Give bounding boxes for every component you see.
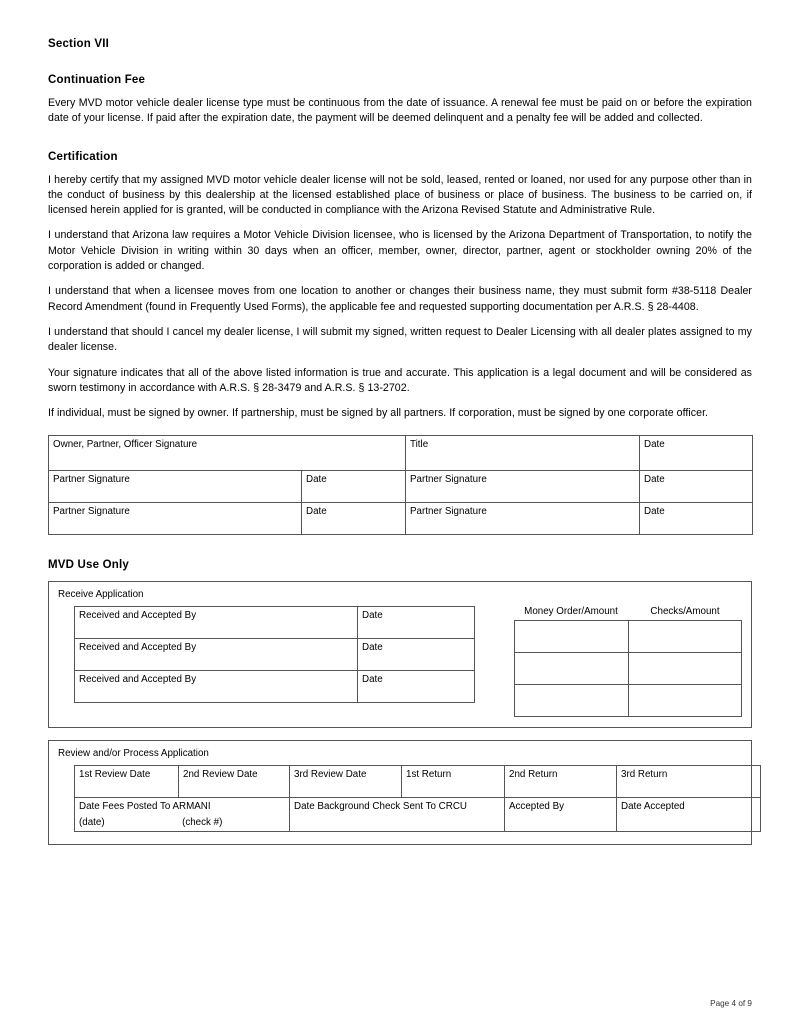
received-accepted-table-wrap — [74, 606, 474, 703]
cell-received-date-1[interactable]: Date — [358, 607, 475, 639]
cell-money-order-3[interactable] — [515, 685, 629, 717]
cell-partner-signature-3[interactable]: Partner Signature — [49, 503, 302, 535]
cell-partner-signature-4[interactable]: Partner Signature — [406, 503, 640, 535]
table-row — [49, 436, 753, 471]
table-row — [75, 607, 475, 639]
cell-title[interactable]: Title — [406, 436, 640, 471]
cell-date-fees-posted[interactable] — [75, 798, 290, 832]
heading-mvd-use-only: MVD Use Only — [48, 559, 130, 572]
table-row — [515, 685, 742, 717]
table-row — [49, 471, 753, 503]
cell-money-order-1[interactable] — [515, 621, 629, 653]
review-process-label: Review and/or Process Application — [58, 748, 209, 760]
cell-3rd-review-date[interactable]: 3rd Review Date — [290, 766, 402, 798]
cell-date-1[interactable]: Date — [302, 471, 406, 503]
cell-received-date-2[interactable]: Date — [358, 639, 475, 671]
received-accepted-table — [74, 606, 475, 703]
paragraph-certification-1: I hereby certify that my assigned MVD motor vehicle dealer license will not be sold, leased, rented or loaned, nor used for any purpose other than in the conduct of business by this dealership at the licensed established place of business or place of business. The business to be carried on, if licensed herein applied for is granted, will be conducted in compliance with the Arizona Revised Statute and Administrative Rule. — [48, 173, 752, 217]
cell-1st-review-date[interactable]: 1st Review Date — [75, 766, 179, 798]
fees-posted-check-label: (check #) — [182, 817, 223, 829]
checks-header: Checks/Amount — [650, 606, 720, 618]
cell-money-order-2[interactable] — [515, 653, 629, 685]
cell-background-check[interactable]: Date Background Check Sent To CRCU — [290, 798, 505, 832]
paragraph-certification-3: I understand that when a licensee moves from one location to another or changes their business name, they must submit form #38-5118 Dealer Record Amendment (found in Frequently Used Forms), the applicable fee and requested supporting documentation per A.R.S. § 28-4408. — [48, 285, 752, 313]
page-footer: Page 4 of 9 — [710, 999, 752, 1008]
cell-date[interactable]: Date — [640, 436, 753, 471]
fees-posted-date-label: (date) — [79, 817, 105, 829]
cell-3rd-return[interactable]: 3rd Return — [617, 766, 761, 798]
signature-table — [48, 435, 753, 535]
signature-table-wrap — [48, 435, 752, 535]
table-row — [75, 671, 475, 703]
paragraph-certification-5: Your signature indicates that all of the above listed information is true and accurate. This application is a legal document and will be considered as sworn testimony in accordance with A.R.S. § 28-3479 and A.R.S. § 13-2702. — [48, 366, 752, 394]
money-amounts-wrap — [514, 606, 742, 717]
table-row — [75, 798, 761, 832]
cell-date-3[interactable]: Date — [302, 503, 406, 535]
review-process-table — [74, 765, 761, 832]
cell-checks-3[interactable] — [628, 685, 742, 717]
money-order-header: Money Order/Amount — [524, 606, 618, 618]
paragraph-certification-4: I understand that should I cancel my dealer license, I will submit my signed, written request to Dealer Licensing with all dealer plates assigned to my dealer license. — [48, 325, 752, 354]
cell-checks-1[interactable] — [628, 621, 742, 653]
fees-posted-label: Date Fees Posted To ARMANI — [79, 801, 211, 813]
table-row — [75, 766, 761, 798]
paragraph-continuation-fee: Every MVD motor vehicle dealer license type must be continuous from the date of issuance. A renewal fee must be paid on or before the expiration date of your license. If paid after the expiration date, the payment will be deemed delinquent and a penalty fee will be added and collected. — [48, 97, 752, 125]
cell-owner-signature[interactable]: Owner, Partner, Officer Signature — [49, 436, 406, 471]
heading-continuation-fee: Continuation Fee — [48, 74, 146, 86]
cell-2nd-review-date[interactable]: 2nd Review Date — [179, 766, 290, 798]
cell-2nd-return[interactable]: 2nd Return — [505, 766, 617, 798]
cell-date-accepted[interactable]: Date Accepted — [617, 798, 761, 832]
cell-accepted-by[interactable]: Accepted By — [505, 798, 617, 832]
cell-date-4[interactable]: Date — [640, 503, 753, 535]
table-row — [515, 653, 742, 685]
cell-received-accepted-by-1[interactable]: Received and Accepted By — [75, 607, 358, 639]
paragraph-certification-6: If individual, must be signed by owner. If partnership, must be signed by all partners. If corporation, must be signed by one corporate officer. — [48, 407, 709, 420]
receive-application-label: Receive Application — [58, 589, 144, 601]
table-row — [515, 621, 742, 653]
cell-received-accepted-by-3[interactable]: Received and Accepted By — [75, 671, 358, 703]
cell-checks-2[interactable] — [628, 653, 742, 685]
cell-partner-signature-1[interactable]: Partner Signature — [49, 471, 302, 503]
table-row — [49, 503, 753, 535]
cell-received-accepted-by-2[interactable]: Received and Accepted By — [75, 639, 358, 671]
review-process-box — [48, 740, 752, 845]
receive-application-box — [48, 581, 752, 728]
cell-received-date-3[interactable]: Date — [358, 671, 475, 703]
cell-1st-return[interactable]: 1st Return — [402, 766, 505, 798]
money-amounts-table — [514, 620, 742, 717]
page-title: Section VII — [48, 38, 109, 50]
paragraph-certification-2: I understand that Arizona law requires a Motor Vehicle Division licensee, who is licensed by the Arizona Department of Transportation, to notify the Motor Vehicle Division in writing within 30 days when an officer, member, owner, director, partner, agent or stockholder owning 20% of the corporation is added or changed. — [48, 229, 752, 273]
cell-date-2[interactable]: Date — [640, 471, 753, 503]
cell-partner-signature-2[interactable]: Partner Signature — [406, 471, 640, 503]
table-row — [75, 639, 475, 671]
heading-certification: Certification — [48, 150, 118, 163]
